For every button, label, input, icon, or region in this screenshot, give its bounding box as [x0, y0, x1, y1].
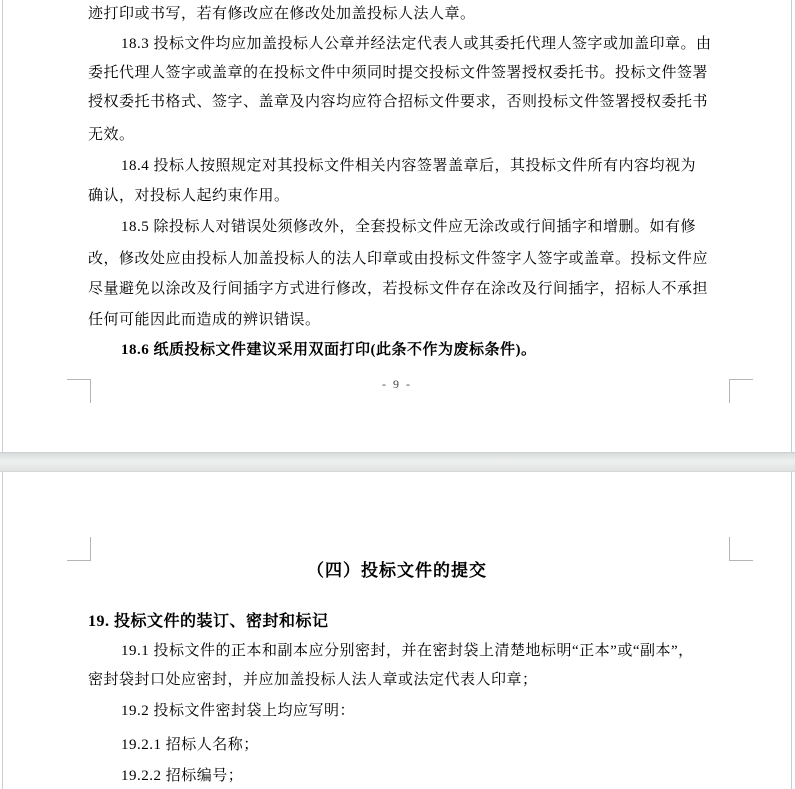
- page-1[interactable]: [2, 0, 792, 452]
- margin-mark-bottom-right: [729, 379, 753, 403]
- text-line-18-6[interactable]: 18.6 纸质投标文件建议采用双面打印(此条不作为废标条件)。: [121, 342, 537, 358]
- text-line-19-1-cont[interactable]: 密封袋封口处应密封，并应加盖投标人法人章或法定代表人印章；: [88, 672, 538, 688]
- section-heading[interactable]: （四）投标文件的提交: [307, 561, 487, 580]
- text-line-18-5[interactable]: 18.5 除投标人对错误处须修改外，全套投标文件应无涂改或行间插字和增删。如有修: [121, 219, 697, 235]
- text-line-18-3-cont[interactable]: 无效。: [88, 127, 135, 143]
- text-line-18-5-cont[interactable]: 尽量避免以涂改及行间插字方式进行修改，若投标文件存在涂改及行间插字，招标人不承担: [88, 281, 709, 297]
- page-gap: [0, 452, 795, 472]
- margin-mark-bottom-left: [67, 379, 91, 403]
- text-line-19-2-2[interactable]: 19.2.2 招标编号；: [121, 768, 244, 784]
- text-line-19-2[interactable]: 19.2 投标文件密封袋上均应写明：: [121, 703, 356, 719]
- text-line-18-5-cont[interactable]: 改，修改处应由投标人加盖投标人的法人印章或由投标文件签字人签字或盖章。投标文件应: [88, 251, 709, 267]
- page-2[interactable]: [2, 472, 792, 789]
- clause-19-heading[interactable]: 19. 投标文件的装订、密封和标记: [88, 613, 329, 630]
- text-line-18-4[interactable]: 18.4 投标人按照规定对其投标文件相关内容签署盖章后，其投标文件所有内容均视为: [121, 158, 697, 174]
- text-line-18-4-cont[interactable]: 确认，对投标人起约束作用。: [88, 188, 290, 204]
- page-number-footer: - 9 -: [382, 377, 412, 391]
- text-line-18-3[interactable]: 18.3 投标文件均应加盖投标人公章并经法定代表人或其委托代理人签字或加盖印章。由: [121, 36, 712, 52]
- text-line-18-3-cont[interactable]: 委托代理人签字或盖章的在投标文件中须同时提交投标文件签署授权委托书。投标文件签署: [88, 65, 709, 81]
- text-line-18-3-cont[interactable]: 授权委托书格式、签字、盖章及内容均应符合招标文件要求，否则投标文件签署授权委托书: [88, 94, 709, 110]
- text-line-18-5-cont[interactable]: 任何可能因此而造成的辨识错误。: [88, 312, 321, 328]
- text-line-19-2-1[interactable]: 19.2.1 招标人名称；: [121, 737, 259, 753]
- text-line-19-1[interactable]: 19.1 投标文件的正本和副本应分别密封，并在密封袋上清楚地标明“正本”或“副本”，: [121, 643, 694, 659]
- text-line-continuation[interactable]: 迹打印或书写，若有修改应在修改处加盖投标人法人章。: [88, 6, 476, 22]
